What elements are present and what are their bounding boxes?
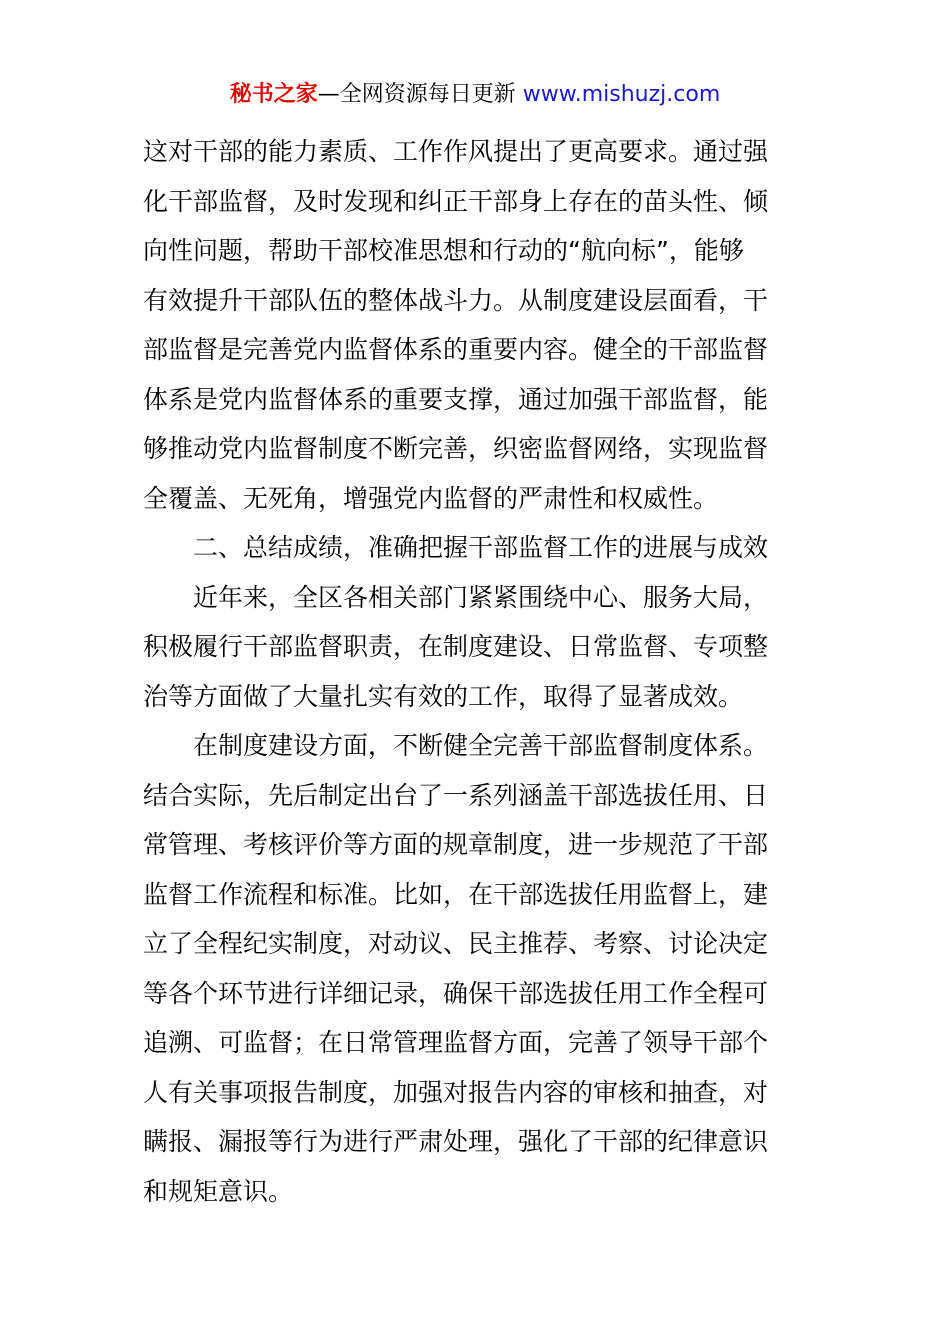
text-line: 人有关事项报告制度，加强对报告内容的审核和抽查，对 (143, 1077, 769, 1107)
text-line: 和规矩意识。 (143, 1176, 294, 1206)
text-line: 治等方面做了大量扎实有效的工作，取得了显著成效。 (143, 681, 744, 711)
text-line: 等各个环节进行详细记录，确保干部选拔任用工作全程可 (143, 978, 769, 1008)
section-heading: 二、总结成绩，准确把握干部监督工作的进展与成效 (193, 533, 769, 562)
site-url[interactable]: www.mishuzj.com (522, 82, 721, 107)
text-line: 常管理、考核评价等方面的规章制度，进一步规范了干部 (143, 830, 769, 859)
text-line: 追溯、可监督；在日常管理监督方面，完善了领导干部个 (143, 1028, 769, 1057)
paragraph-start: 近年来，全区各相关部门紧紧围绕中心、服务大局， (193, 582, 769, 612)
text-line: 监督工作流程和标准。比如，在干部选拔任用监督上，建 (143, 879, 769, 909)
text-line: 体系是党内监督体系的重要支撑，通过加强干部监督，能 (143, 384, 769, 414)
site-tagline: —全网资源每日更新 (317, 82, 516, 107)
text-line: 结合实际，先后制定出台了一系列涵盖干部选拔任用、日 (143, 780, 769, 810)
text-line: 瞒报、漏报等行为进行严肃处理，强化了干部的纪律意识 (143, 1127, 769, 1156)
text-line: 部监督是完善党内监督体系的重要内容。健全的干部监督 (143, 335, 769, 364)
paragraph-start: 在制度建设方面，不断健全完善干部监督制度体系。 (193, 731, 769, 760)
text-line: 立了全程纪实制度，对动议、民主推荐、考察、讨论决定 (143, 929, 769, 958)
document-body (143, 127, 807, 1216)
text-line: 够推动党内监督制度不断完善，织密监督网络，实现监督 (143, 434, 769, 463)
page-header (0, 80, 950, 110)
text-line: 向性问题，帮助干部校准思想和行动的“航向标”，能够 (143, 236, 744, 265)
text-line: 全覆盖、无死角，增强党内监督的严肃性和权威性。 (143, 483, 719, 513)
text-line: 化干部监督，及时发现和纠正干部身上存在的苗头性、倾 (143, 186, 769, 216)
text-line: 有效提升干部队伍的整体战斗力。从制度建设层面看，干 (143, 285, 769, 315)
site-brand: 秘书之家 (229, 82, 318, 107)
text-line: 这对干部的能力素质、工作作风提出了更高要求。通过强 (143, 137, 769, 166)
text-line: 积极履行干部监督职责，在制度建设、日常监督、专项整 (143, 632, 769, 661)
